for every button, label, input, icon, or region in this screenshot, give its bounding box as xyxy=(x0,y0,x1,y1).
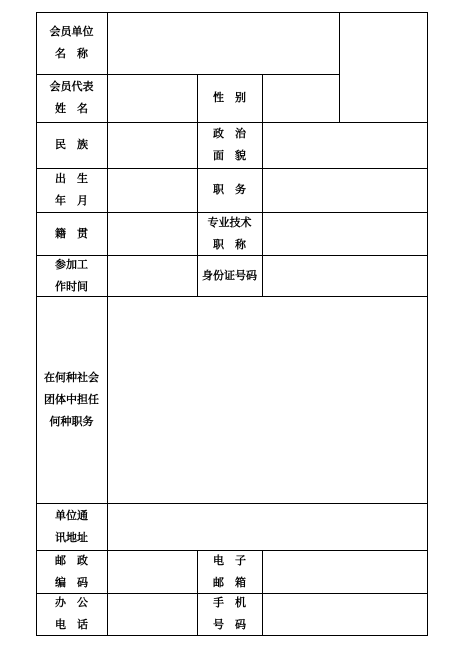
label-line: 办 公 xyxy=(55,596,88,609)
mobile-field[interactable] xyxy=(263,594,427,635)
label-line: 职 称 xyxy=(213,237,246,251)
label-line: 讯地址 xyxy=(55,530,88,544)
label-line: 出 生 xyxy=(55,172,88,185)
label-professional-title xyxy=(197,212,262,255)
label-line: 在何种社会 xyxy=(44,370,99,384)
label-line: 性 别 xyxy=(213,91,246,104)
label-line: 邮 箱 xyxy=(213,575,246,589)
office-phone-field[interactable] xyxy=(108,594,197,635)
label-line: 编 码 xyxy=(55,575,88,589)
label-line: 面 貌 xyxy=(213,149,246,162)
label-line: 民 族 xyxy=(55,138,88,151)
label-line: 年 月 xyxy=(55,194,88,207)
label-native-place xyxy=(36,212,107,255)
email-field[interactable] xyxy=(263,551,427,593)
label-line: 政 治 xyxy=(213,127,246,140)
native-place-field[interactable] xyxy=(108,213,197,255)
label-line: 何种职务 xyxy=(49,414,94,428)
ethnicity-field[interactable] xyxy=(108,123,197,168)
label-line: 作时间 xyxy=(55,279,88,293)
political-status-field[interactable] xyxy=(263,123,427,168)
label-unit-address xyxy=(36,503,107,550)
label-email xyxy=(197,550,262,593)
label-line: 单位通 xyxy=(55,508,88,522)
label-line: 邮 政 xyxy=(55,553,88,567)
photo-area[interactable] xyxy=(340,13,427,122)
member-rep-name-field[interactable] xyxy=(108,75,197,122)
label-line: 参加工 xyxy=(55,257,88,271)
unit-address-field[interactable] xyxy=(108,504,427,550)
label-line: 团体中担任 xyxy=(44,392,99,406)
label-office-phone xyxy=(36,593,107,635)
label-line: 专业技术 xyxy=(207,215,252,229)
label-member-rep-name xyxy=(36,74,107,122)
professional-title-field[interactable] xyxy=(263,213,427,255)
birth-date-field[interactable] xyxy=(108,169,197,212)
label-line: 手 机 xyxy=(213,596,246,609)
label-ethnicity xyxy=(36,122,107,168)
label-postal-code xyxy=(36,550,107,593)
postal-code-field[interactable] xyxy=(108,551,197,593)
society-role-field[interactable] xyxy=(108,297,427,503)
label-position xyxy=(197,168,262,212)
label-line: 身份证号码 xyxy=(202,268,257,282)
label-line: 名 称 xyxy=(55,47,88,60)
label-line: 籍 贯 xyxy=(55,226,88,240)
label-line: 电 话 xyxy=(55,618,88,631)
gender-field[interactable] xyxy=(263,75,339,122)
member-registration-form xyxy=(36,12,428,636)
label-society-role xyxy=(36,296,107,503)
label-line: 职 务 xyxy=(213,183,246,196)
member-unit-name-field[interactable] xyxy=(108,13,339,74)
work-start-field[interactable] xyxy=(108,256,197,296)
label-work-start xyxy=(36,255,107,296)
label-line: 姓 名 xyxy=(55,102,88,115)
position-field[interactable] xyxy=(263,169,427,212)
label-line: 会员代表 xyxy=(49,80,94,93)
label-mobile xyxy=(197,593,262,635)
table-border xyxy=(427,12,428,636)
id-number-field[interactable] xyxy=(263,256,427,296)
label-line: 会员单位 xyxy=(49,25,94,38)
label-political-status xyxy=(197,122,262,168)
label-line: 电 子 xyxy=(213,553,246,567)
label-line: 号 码 xyxy=(213,618,246,631)
label-member-unit-name xyxy=(36,12,107,74)
label-birth-date xyxy=(36,168,107,212)
label-gender xyxy=(197,74,262,122)
label-id-number xyxy=(197,255,262,296)
